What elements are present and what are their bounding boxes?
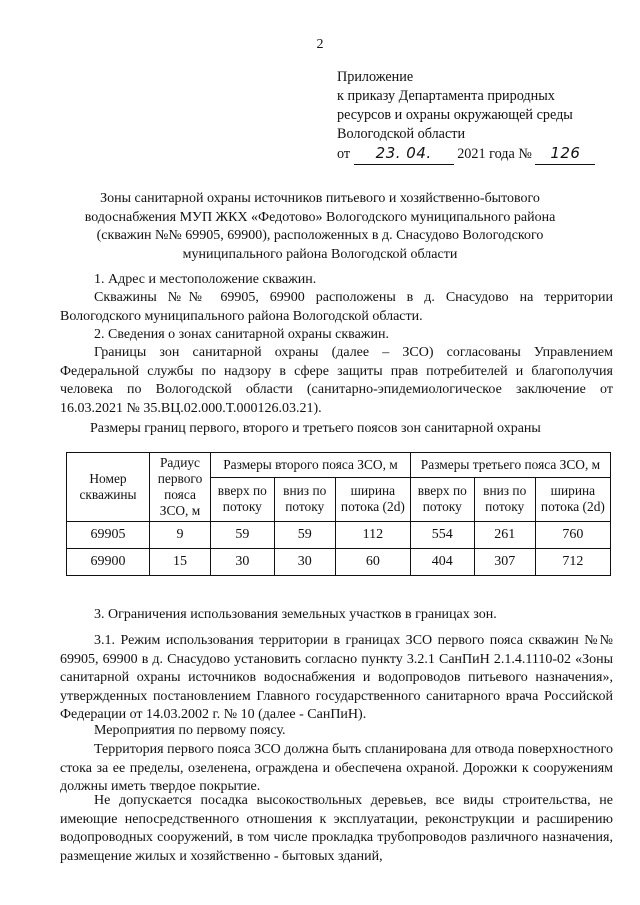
section-1-text: Скважины №№ 69905, 69900 расположены в д. Снасудово на территории Вологодского муниципального района Вологодской области. [60, 290, 613, 324]
section-3-paragraph-4: Не допускается посадка высокоствольных деревьев, все виды строительства, не имеющие непосредственного отношения к эксплуатации, реконструкции и расширению водопроводных сооружений, в том числе прокладка трубопроводов различного назначения, размещение жилых и хозяйственно - бытовых зданий, [60, 793, 613, 864]
appendix-line-2: к приказу Департамента природных [337, 88, 555, 104]
cell-radius: 15 [150, 549, 211, 576]
header-2-down: вниз по потоку [274, 477, 335, 521]
zso-sizes-table [66, 452, 611, 576]
cell-well: 69900 [67, 549, 150, 576]
cell-2-up: 30 [211, 549, 275, 576]
header-radius: Радиус первого пояса ЗСО, м [150, 453, 211, 522]
section-1-heading: 1. Адрес и местоположение скважин. [94, 272, 317, 287]
cell-3-width: 760 [535, 522, 610, 549]
header-third-belt: Размеры третьего пояса ЗСО, м [410, 453, 610, 478]
cell-2-width: 60 [335, 549, 410, 576]
appendix-from: от [337, 146, 351, 162]
section-3-heading: 3. Ограничения использования земельных участков в границах зон. [94, 607, 497, 622]
cell-3-up: 554 [410, 522, 474, 549]
cell-well: 69905 [67, 522, 150, 549]
cell-2-width: 112 [335, 522, 410, 549]
table-row [67, 549, 611, 576]
cell-3-width: 712 [535, 549, 610, 576]
header-3-down: вниз по потоку [474, 477, 535, 521]
cell-2-down: 59 [274, 522, 335, 549]
header-3-width: ширина потока (2d) [535, 477, 610, 521]
section-2-text: Границы зон санитарной охраны (далее – ЗСО) согласованы Управлением Федеральной службы по надзору в сфере защиты прав потребителей и благополучия человека по Вологодской области (санитарно-эпидемиологическое заключение от 16.03.2021 № 35.ВЦ.02.000.Т.000126.03.21). [60, 345, 613, 416]
cell-3-up: 404 [410, 549, 474, 576]
appendix-line-1: Приложение [337, 69, 414, 85]
header-3-up: вверх по потоку [410, 477, 474, 521]
appendix-date-line [337, 144, 627, 165]
section-3-paragraph-2: Мероприятия по первому поясу. [94, 723, 286, 738]
table-caption: Размеры границ первого, второго и третьего поясов зон санитарной охраны [90, 421, 541, 436]
appendix-block [337, 68, 627, 165]
document-title: Зоны санитарной охраны источников питьевого и хозяйственно-бытового водоснабжения МУП ЖКХ «Федотово» Вологодского муниципального района (скважин №№ 69905, 69900), расположенных в д. Снасудово Вологодского муниципального района Вологодской области [84, 191, 556, 262]
section-3-paragraph-1: 3.1. Режим использования территории в границах ЗСО первого пояса скважин №№ 69905, 69900 в д. Снасудово установить согласно пункту 3.2.1 СанПиН 2.1.4.1110-02 «Зоны санитарной охраны источников водоснабжения и водопроводов питьевого назначения», утвержденных постановлением Главного государственного санитарного врача Российской Федерации от 14.03.2002 г. № 10 (далее - СанПиН). [60, 633, 613, 723]
header-well-number: Номер скважины [67, 453, 150, 522]
section-3-paragraph-3: Территория первого пояса ЗСО должна быть спланирована для отвода поверхностного стока за ее пределы, озеленена, ограждена и обеспечена охраной. Дорожки к сооружениям должны иметь твердое покрытие. [60, 742, 613, 795]
cell-2-up: 59 [211, 522, 275, 549]
appendix-line-3: ресурсов и охраны окружающей среды [337, 107, 573, 123]
cell-3-down: 261 [474, 522, 535, 549]
table-row [67, 522, 611, 549]
section-2-heading: 2. Сведения о зонах санитарной охраны скважин. [94, 327, 389, 342]
handwritten-date: 23. 04. [375, 144, 432, 162]
cell-radius: 9 [150, 522, 211, 549]
cell-2-down: 30 [274, 549, 335, 576]
header-second-belt: Размеры второго пояса ЗСО, м [211, 453, 411, 478]
header-2-width: ширина потока (2d) [335, 477, 410, 521]
header-2-up: вверх по потоку [211, 477, 275, 521]
cell-3-down: 307 [474, 549, 535, 576]
appendix-year: 2021 года № [457, 146, 532, 162]
handwritten-number: 126 [550, 144, 581, 162]
page-number: 2 [316, 37, 324, 52]
appendix-line-4: Вологодской области [337, 126, 466, 142]
